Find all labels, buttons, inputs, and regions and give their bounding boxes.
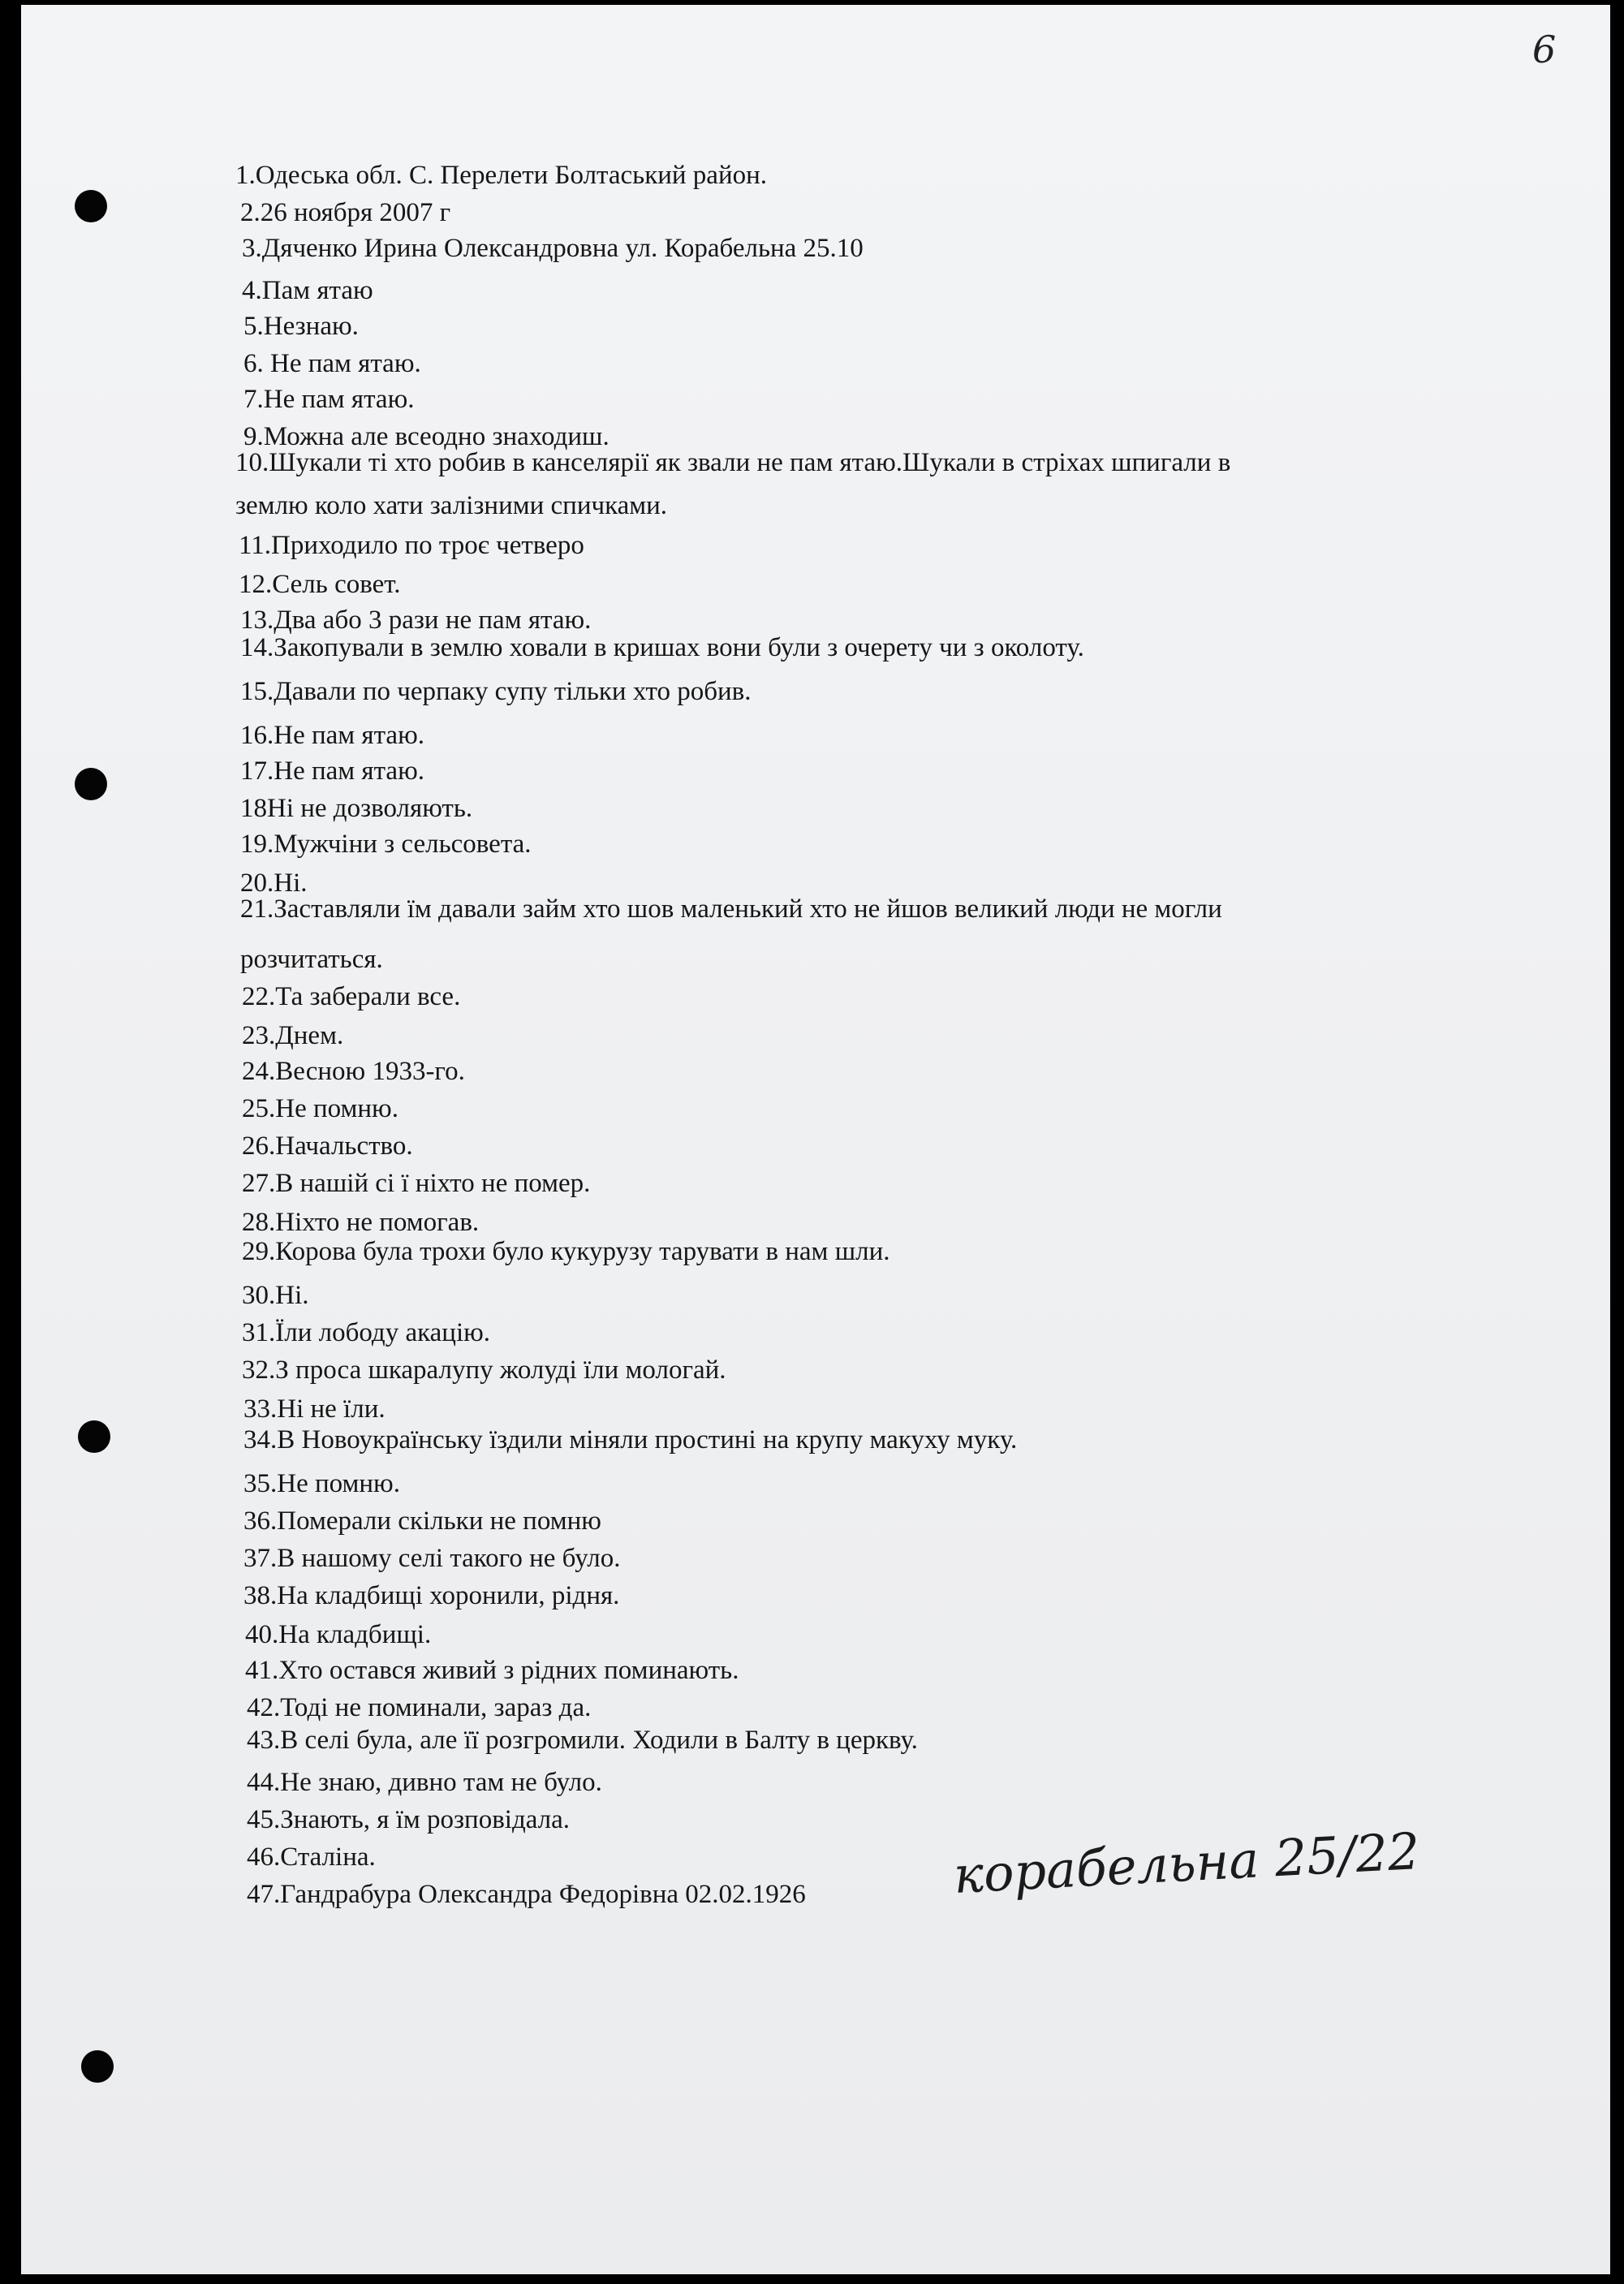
text-line: 27.В нашій сі ї ніхто не помер.: [242, 1169, 591, 1198]
text-line: 18Ні не дозволяють.: [240, 794, 473, 823]
text-line: 46.Сталіна.: [247, 1842, 376, 1872]
text-line: 20.Ні.: [240, 868, 308, 898]
handwritten-address-note: корабельна 25/22: [952, 1821, 1422, 1905]
text-line: 5.Незнаю.: [243, 312, 359, 341]
text-line: 43.В селі була, але її розгромили. Ходили в Балту в церкву.: [247, 1726, 918, 1755]
text-line: 40.На кладбищі.: [245, 1620, 432, 1649]
text-line: 16.Не пам ятаю.: [240, 721, 424, 750]
text-line: 35.Не помню.: [243, 1469, 400, 1498]
text-line: 19.Мужчіни з сельсовета.: [240, 830, 532, 859]
text-line: 28.Ніхто не помогав.: [242, 1208, 480, 1237]
text-line: 30.Ні.: [242, 1281, 309, 1310]
text-line: 36.Померали скільки не помню: [243, 1506, 601, 1536]
text-line: 21.Заставляли їм давали займ хто шов маленький хто не йшов великий люди не могли: [240, 894, 1222, 924]
text-line: землю коло хати залізними спичками.: [235, 491, 668, 520]
text-line: 45.Знають, я їм розповідала.: [247, 1805, 571, 1834]
text-line: 15.Давали по черпаку супу тільки хто робив.: [240, 677, 752, 706]
text-line: розчитаться.: [240, 945, 383, 974]
text-line: 13.Два або 3 рази не пам ятаю.: [240, 605, 592, 635]
text-line: 12.Сель совет.: [239, 570, 401, 599]
text-line: 1.Одеська обл. С. Перелети Болтаський район.: [235, 161, 768, 190]
text-line: 44.Не знаю, дивно там не було.: [247, 1768, 602, 1797]
text-line: 3.Дяченко Ирина Олександровна ул. Корабельна 25.10: [242, 234, 864, 263]
text-line: 29.Корова була трохи було кукурузу тарувати в нам шли.: [242, 1237, 890, 1266]
text-line: 41.Хто остався живий з рідних поминають.: [245, 1656, 739, 1685]
text-line: 38.На кладбищі хоронили, рідня.: [243, 1581, 620, 1610]
text-line: 7.Не пам ятаю.: [243, 385, 415, 414]
text-line: 9.Можна але всеодно знаходиш.: [243, 422, 610, 451]
text-line: 32.З проса шкаралупу жолуді їли мологай.: [242, 1355, 726, 1385]
text-line: 6. Не пам ятаю.: [243, 349, 421, 378]
text-line: 2.26 ноября 2007 г: [240, 198, 451, 227]
text-line: 22.Та заберали все.: [242, 982, 461, 1011]
text-line: 24.Весною 1933-го.: [242, 1057, 465, 1086]
text-line: 25.Не помню.: [242, 1094, 398, 1123]
text-line: 23.Днем.: [242, 1021, 344, 1050]
text-line: 26.Начальство.: [242, 1131, 413, 1161]
text-line: 37.В нашому селі такого не було.: [243, 1544, 621, 1573]
text-line: 11.Приходило по троє четверо: [239, 531, 584, 560]
text-line: 4.Пам ятаю: [242, 276, 373, 305]
text-line: 14.Закопували в землю ховали в кришах вони були з очерету чи з околоту.: [240, 633, 1084, 662]
text-line: 17.Не пам ятаю.: [240, 756, 424, 786]
text-line: 34.В Новоукраїнську їздили міняли простині на крупу макуху муку.: [243, 1425, 1018, 1454]
text-line: 42.Тоді не поминали, зараз да.: [247, 1693, 592, 1722]
page-number: 6: [1532, 28, 1557, 71]
text-line: 33.Ні не їли.: [243, 1394, 386, 1424]
text-line: 10.Шукали ті хто робив в канселярії як звали не пам ятаю.Шукали в стріхах шпигали в: [235, 448, 1231, 477]
text-line: 31.Їли лободу акацію.: [242, 1318, 491, 1347]
text-line: 47.Гандрабура Олександра Федорівна 02.02.1926: [247, 1880, 806, 1909]
